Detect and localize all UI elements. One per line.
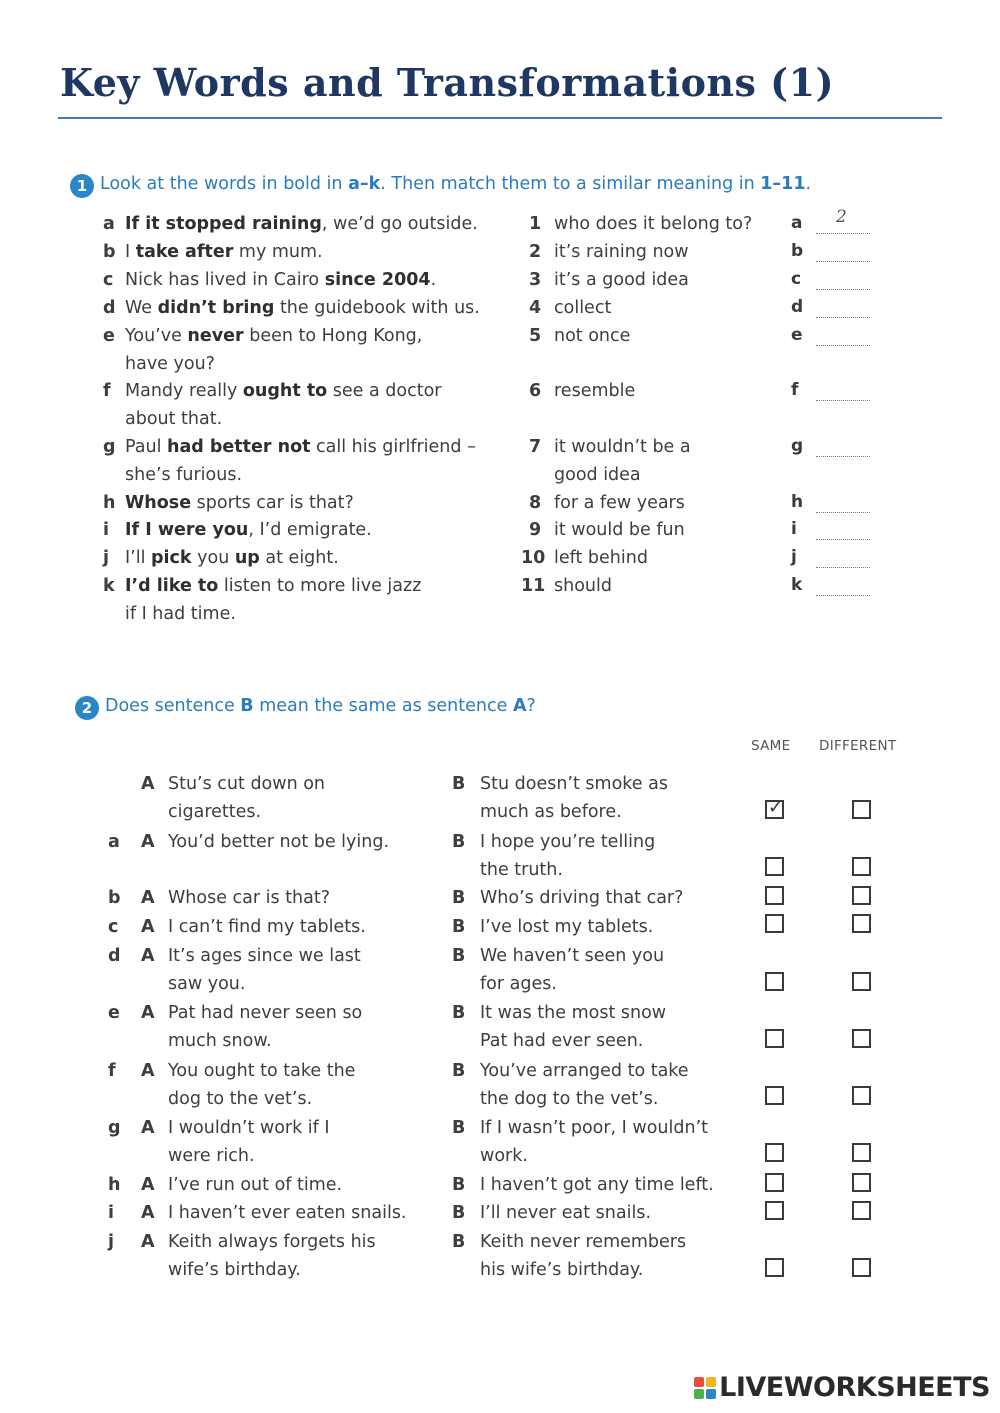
sentence-a: Pat had never seen so much snow. [168, 1003, 363, 1051]
sentence-text: If I were you, I’d emigrate. [125, 520, 372, 540]
sentence-text: We didn’t bring the guidebook with us. [125, 298, 480, 318]
answer-letter: k [791, 575, 803, 595]
answer-letter: h [791, 492, 804, 512]
sentence-b: Who’s driving that car? [480, 888, 684, 908]
label-b: B [452, 1061, 466, 1081]
sentence-b: I’ve lost my tablets. [480, 917, 654, 937]
sentence-letter: c [103, 270, 114, 290]
meaning-text: it wouldn’t be a good idea [554, 437, 691, 485]
sentence-letter: k [103, 576, 115, 596]
meaning-text: it’s a good idea [554, 270, 689, 290]
meaning-number: 9 [529, 520, 542, 540]
exercise1-number-badge: 1 [70, 174, 94, 198]
sentence-text: You’ve never been to Hong Kong, have you? [125, 326, 423, 374]
sentence-text: If it stopped raining, we’d go outside. [125, 214, 478, 234]
sentence-a: I can’t find my tablets. [168, 917, 366, 937]
item-letter: b [108, 888, 121, 908]
different-checkbox[interactable] [852, 800, 871, 819]
same-checkbox[interactable] [765, 1173, 784, 1192]
sentence-b: I haven’t got any time left. [480, 1175, 714, 1195]
label-a: A [141, 1118, 155, 1138]
sentence-letter: d [103, 298, 116, 318]
answer-value[interactable]: 2 [836, 207, 847, 227]
sentence-a: Stu’s cut down on cigarettes. [168, 774, 326, 822]
item-letter: j [108, 1232, 114, 1252]
same-checkbox[interactable] [765, 1086, 784, 1105]
logo-icon [694, 1377, 716, 1399]
answer-blank[interactable] [816, 331, 870, 346]
meaning-number: 1 [529, 214, 542, 234]
sentence-b: If I wasn’t poor, I wouldn’t work. [480, 1118, 709, 1166]
meaning-number: 10 [521, 548, 546, 568]
sentence-letter: i [103, 520, 109, 540]
different-checkbox[interactable] [852, 1258, 871, 1277]
sentence-a: You ought to take the dog to the vet’s. [168, 1061, 356, 1109]
different-checkbox[interactable] [852, 886, 871, 905]
meaning-number: 3 [529, 270, 542, 290]
label-b: B [452, 888, 466, 908]
column-header-same: SAME [751, 738, 791, 754]
different-checkbox[interactable] [852, 1173, 871, 1192]
meaning-text: who does it belong to? [554, 214, 753, 234]
sentence-b: You’ve arranged to take the dog to the vet’s. [480, 1061, 689, 1109]
label-b: B [452, 832, 466, 852]
sentence-letter: b [103, 242, 116, 262]
meaning-text: left behind [554, 548, 648, 568]
label-a: A [141, 1232, 155, 1252]
different-checkbox[interactable] [852, 857, 871, 876]
different-checkbox[interactable] [852, 914, 871, 933]
label-b: B [452, 917, 466, 937]
meaning-number: 11 [521, 576, 546, 596]
same-checkbox[interactable] [765, 800, 784, 819]
item-letter: a [108, 832, 120, 852]
item-letter: d [108, 946, 121, 966]
sentence-a: I haven’t ever eaten snails. [168, 1203, 407, 1223]
sentence-text: Whose sports car is that? [125, 493, 354, 513]
answer-letter: f [791, 380, 799, 400]
sentence-text: I take after my mum. [125, 242, 323, 262]
meaning-number: 5 [529, 326, 542, 346]
answer-blank[interactable] [816, 247, 870, 262]
logo-square [694, 1389, 704, 1399]
page-title: Key Words and Transformations (1) [60, 60, 835, 105]
answer-blank[interactable] [816, 581, 870, 596]
logo-text: LIVEWORKSHEETS [719, 1372, 990, 1403]
meaning-number: 2 [529, 242, 542, 262]
title-underline [58, 117, 942, 119]
sentence-letter: f [103, 381, 111, 401]
liveworksheets-logo [694, 1372, 990, 1403]
item-letter: c [108, 917, 119, 937]
sentence-b: We haven’t seen you for ages. [480, 946, 665, 994]
answer-letter: i [791, 519, 797, 539]
meaning-text: it’s raining now [554, 242, 689, 262]
different-checkbox[interactable] [852, 1143, 871, 1162]
answer-letter: e [791, 325, 803, 345]
answer-blank[interactable] [816, 525, 870, 540]
sentence-text: I’ll pick you up at eight. [125, 548, 339, 568]
same-checkbox[interactable] [765, 1201, 784, 1220]
label-a: A [141, 774, 155, 794]
sentence-a: You’d better not be lying. [168, 832, 390, 852]
label-a: A [141, 1203, 155, 1223]
column-header-different: DIFFERENT [819, 738, 897, 754]
different-checkbox[interactable] [852, 972, 871, 991]
item-letter: g [108, 1118, 121, 1138]
logo-square [706, 1389, 716, 1399]
label-a: A [141, 946, 155, 966]
label-a: A [141, 1003, 155, 1023]
answer-blank[interactable] [816, 303, 870, 318]
sentence-text: I’d like to listen to more live jazz if I had time. [125, 576, 422, 624]
different-checkbox[interactable] [852, 1086, 871, 1105]
meaning-text: it would be fun [554, 520, 685, 540]
answer-blank[interactable] [816, 275, 870, 290]
exercise1-instruction: 1 Look at the words in bold in a–k. Then match them to a similar meaning in 1–11. [70, 174, 811, 198]
same-checkbox[interactable] [765, 1258, 784, 1277]
sentence-a: Keith always forgets his wife’s birthday. [168, 1232, 376, 1280]
meaning-number: 6 [529, 381, 542, 401]
answer-blank[interactable] [816, 386, 870, 401]
sentence-b: I’ll never eat snails. [480, 1203, 652, 1223]
sentence-b: Stu doesn’t smoke as much as before. [480, 774, 668, 822]
same-checkbox[interactable] [765, 1029, 784, 1048]
sentence-letter: a [103, 214, 115, 234]
sentence-b: Keith never remembers his wife’s birthday. [480, 1232, 687, 1280]
meaning-text: collect [554, 298, 612, 318]
label-b: B [452, 1175, 466, 1195]
label-a: A [141, 1175, 155, 1195]
sentence-a: I wouldn’t work if I were rich. [168, 1118, 330, 1166]
exercise2-instruction: 2 Does sentence B mean the same as sentence A? [75, 696, 536, 720]
same-checkbox[interactable] [765, 914, 784, 933]
sentence-text: Paul had better not call his girlfriend – she’s furious. [125, 437, 476, 485]
item-letter: h [108, 1175, 121, 1195]
sentence-b: It was the most snow Pat had ever seen. [480, 1003, 667, 1051]
sentence-text: Mandy really ought to see a doctor about that. [125, 381, 442, 429]
answer-letter: b [791, 241, 804, 261]
different-checkbox[interactable] [852, 1029, 871, 1048]
different-checkbox[interactable] [852, 1201, 871, 1220]
sentence-b: I hope you’re telling the truth. [480, 832, 656, 880]
answer-letter: c [791, 269, 802, 289]
exercise2-number-badge: 2 [75, 696, 99, 720]
logo-square [694, 1377, 704, 1387]
sentence-letter: h [103, 493, 116, 513]
meaning-number: 8 [529, 493, 542, 513]
answer-letter: a [791, 213, 803, 233]
item-letter: f [108, 1061, 116, 1081]
meaning-text: for a few years [554, 493, 685, 513]
sentence-a: Whose car is that? [168, 888, 331, 908]
sentence-letter: g [103, 437, 116, 457]
label-b: B [452, 774, 466, 794]
answer-blank[interactable] [816, 442, 870, 457]
answer-blank[interactable] [816, 498, 870, 513]
meaning-number: 4 [529, 298, 542, 318]
sentence-letter: e [103, 326, 115, 346]
sentence-letter: j [103, 548, 109, 568]
answer-letter: g [791, 436, 804, 456]
answer-letter: d [791, 297, 804, 317]
same-checkbox[interactable] [765, 1143, 784, 1162]
label-b: B [452, 1003, 466, 1023]
meaning-text: not once [554, 326, 631, 346]
meaning-text: should [554, 576, 612, 596]
label-a: A [141, 832, 155, 852]
logo-square [706, 1377, 716, 1387]
answer-blank[interactable] [816, 553, 870, 568]
label-a: A [141, 888, 155, 908]
same-checkbox[interactable] [765, 886, 784, 905]
label-a: A [141, 917, 155, 937]
label-b: B [452, 1232, 466, 1252]
meaning-number: 7 [529, 437, 542, 457]
label-b: B [452, 1203, 466, 1223]
item-letter: i [108, 1203, 114, 1223]
label-a: A [141, 1061, 155, 1081]
same-checkbox[interactable] [765, 857, 784, 876]
meaning-text: resemble [554, 381, 636, 401]
sentence-a: I’ve run out of time. [168, 1175, 343, 1195]
sentence-text: Nick has lived in Cairo since 2004. [125, 270, 437, 290]
item-letter: e [108, 1003, 120, 1023]
label-b: B [452, 946, 466, 966]
sentence-a: It’s ages since we last saw you. [168, 946, 361, 994]
label-b: B [452, 1118, 466, 1138]
same-checkbox[interactable] [765, 972, 784, 991]
answer-letter: j [791, 547, 797, 567]
